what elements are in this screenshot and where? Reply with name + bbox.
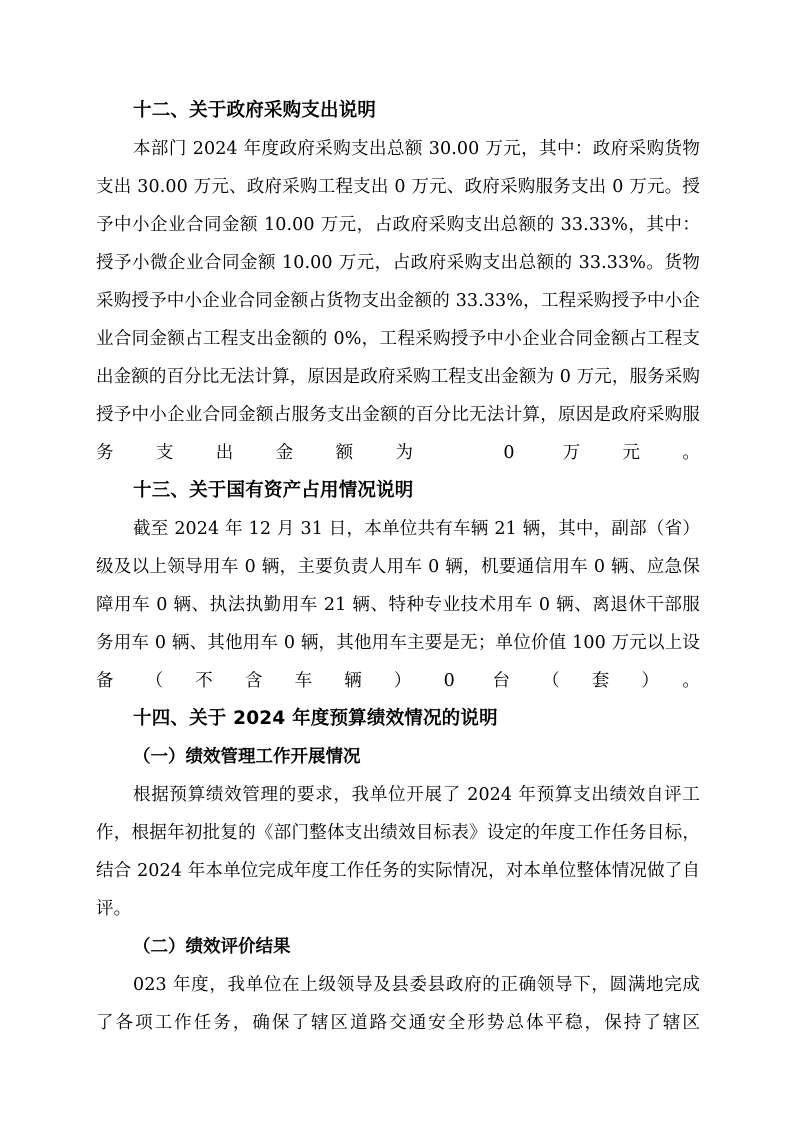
section-14-1-paragraph: 根据预算绩效管理的要求，我单位开展了 2024 年预算支出绩效自评工作，根据年初批复的《部门整体支出绩效目标表》设定的年度工作任务目标，结合 2024 年本单位完成年度工作任务的实际情况，对本单位整体情况做了自评。	[96, 785, 700, 919]
document-body	[96, 92, 700, 1042]
section-14-1-subheading: （一）绩效管理工作开展情况	[133, 747, 361, 767]
section-12-paragraph: 本部门 2024 年度政府采购支出总额 30.00 万元，其中：政府采购货物支出 30.00 万元、政府采购工程支出 0 万元、政府采购服务支出 0 万元。授予中小企业合同金额 10.00 万元，占政府采购支出总额的 33.33%，其中：授予小微企业合同金额 10.00 万元，占政府采购支出总额的 33.33%。货物采购授予中小企业合同金额占货物支出金额的 33.33%，工程采购授予中小企业合同金额占工程支出金额的 0%，工程采购授予中小企业合同金额占工程支出金额的百分比无法计算，原因是政府采购工程支出金额为 0 万元，服务采购授予中小企业合同金额占服务支出金额的百分比无法计算，原因是政府采购服务支出金额为 0 万元。	[96, 139, 700, 463]
section-13-heading: 十三、关于国有资产占用情况说明	[133, 480, 414, 501]
section-14-2-paragraph: 023 年度，我单位在上级领导及县委县政府的正确领导下，圆满地完成了各项工作任务，确保了辖区道路交通安全形势总体平稳，保持了辖区	[96, 975, 700, 1033]
section-14-heading: 十四、关于 2024 年度预算绩效情况的说明	[133, 708, 498, 729]
section-12-heading: 十二、关于政府采购支出说明	[133, 100, 377, 121]
section-14-2-subheading: （二）绩效评价结果	[133, 937, 291, 957]
section-13-paragraph: 截至 2024 年 12 月 31 日，本单位共有车辆 21 辆，其中，副部（省）级及以上领导用车 0 辆，主要负责人用车 0 辆，机要通信用车 0 辆、应急保障用车 0 辆、执法执勤用车 21 辆、特种专业技术用车 0 辆、离退休干部服务用车 0 辆、其他用车 0 辆，其他用车主要是无；单位价值 100 万元以上设备（不含车辆）0 台（套）。	[96, 519, 700, 691]
